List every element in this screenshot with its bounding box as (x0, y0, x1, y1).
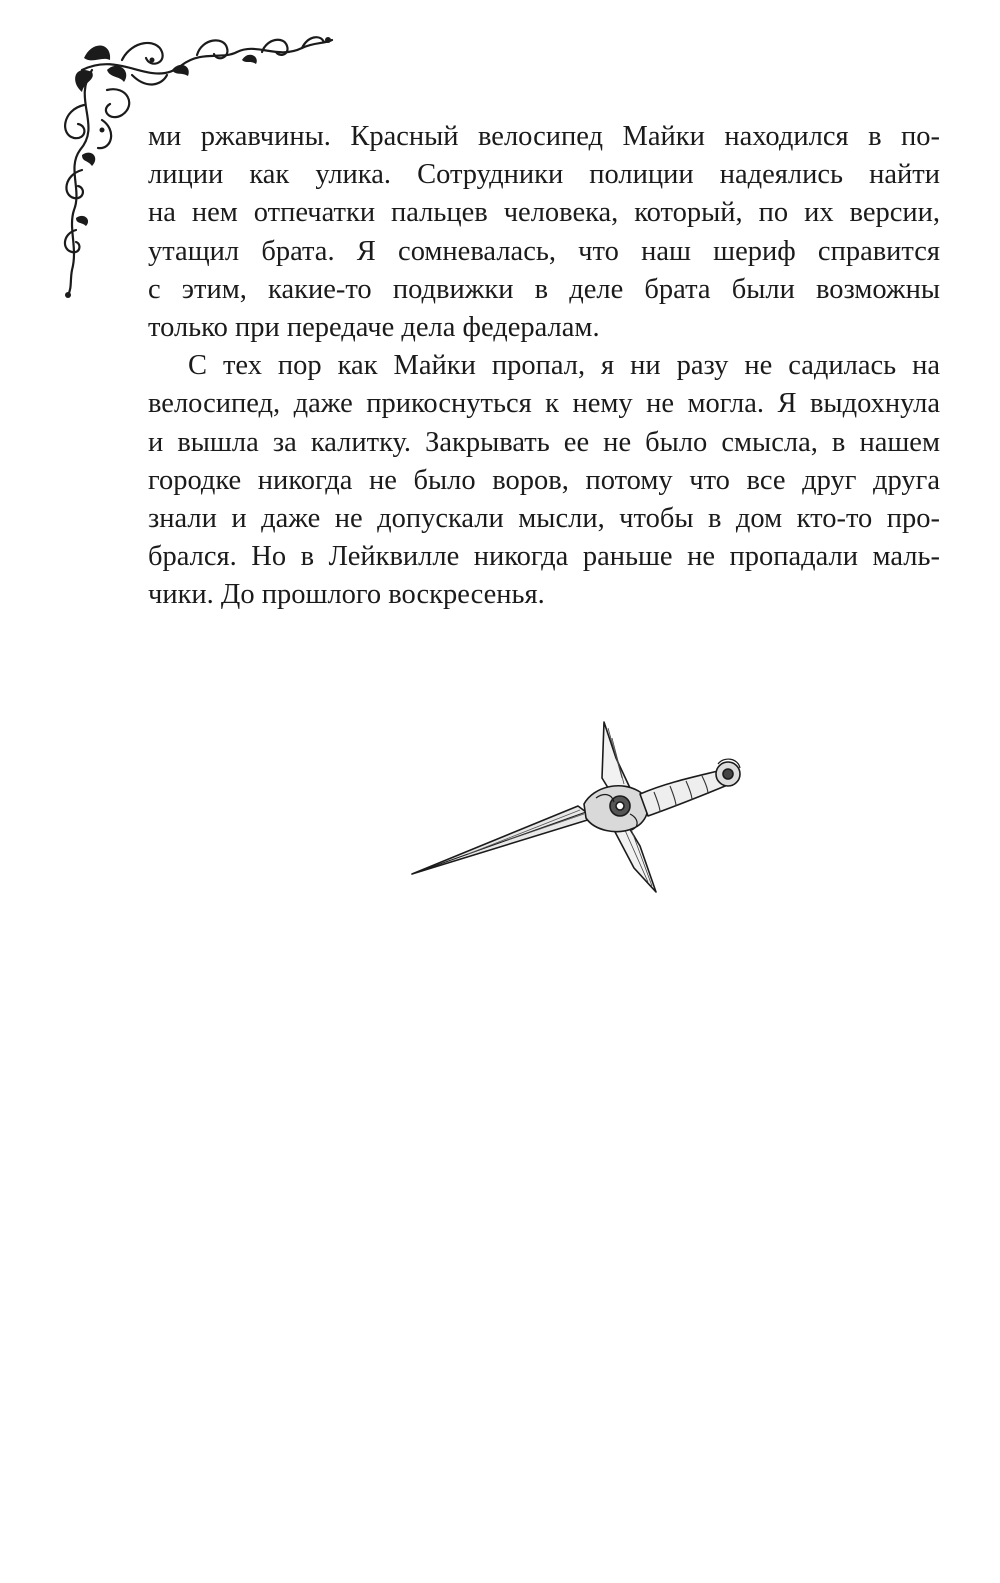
text-line: С тех пор как Майки пропал, я ни разу не садилась на (188, 350, 940, 382)
text-line: на нем отпечатки пальцев человека, который, по их версии, (148, 197, 940, 229)
text-line: утащил брата. Я сомневалась, что наш шериф справится (148, 235, 940, 267)
dagger-icon (408, 718, 746, 898)
paragraph (148, 118, 940, 347)
text-line: с этим, какие-то подвижки в деле брата были возможны (148, 273, 940, 305)
paragraph (148, 347, 940, 614)
text-line: чики. До прошлого воскресенья. (148, 579, 545, 611)
text-line: городке никогда не было воров, потому что все друг друга (148, 464, 940, 496)
text-line: только при передаче дела федералам. (148, 311, 600, 343)
body-text (148, 118, 940, 614)
text-line: и вышла за калитку. Закрывать ее не было смысла, в нашем (148, 426, 940, 458)
text-line: лиции как улика. Сотрудники полиции надеялись найти (148, 159, 940, 191)
text-line: знали и даже не допускали мысли, чтобы в дом кто-то про- (148, 502, 940, 534)
text-line: велосипед, даже прикоснуться к нему не могла. Я выдохнула (148, 388, 940, 420)
text-line: ми ржавчины. Красный велосипед Майки находился в по- (148, 121, 940, 152)
text-line: брался. Но в Лейквилле никогда раньше не пропадали маль- (148, 541, 940, 573)
